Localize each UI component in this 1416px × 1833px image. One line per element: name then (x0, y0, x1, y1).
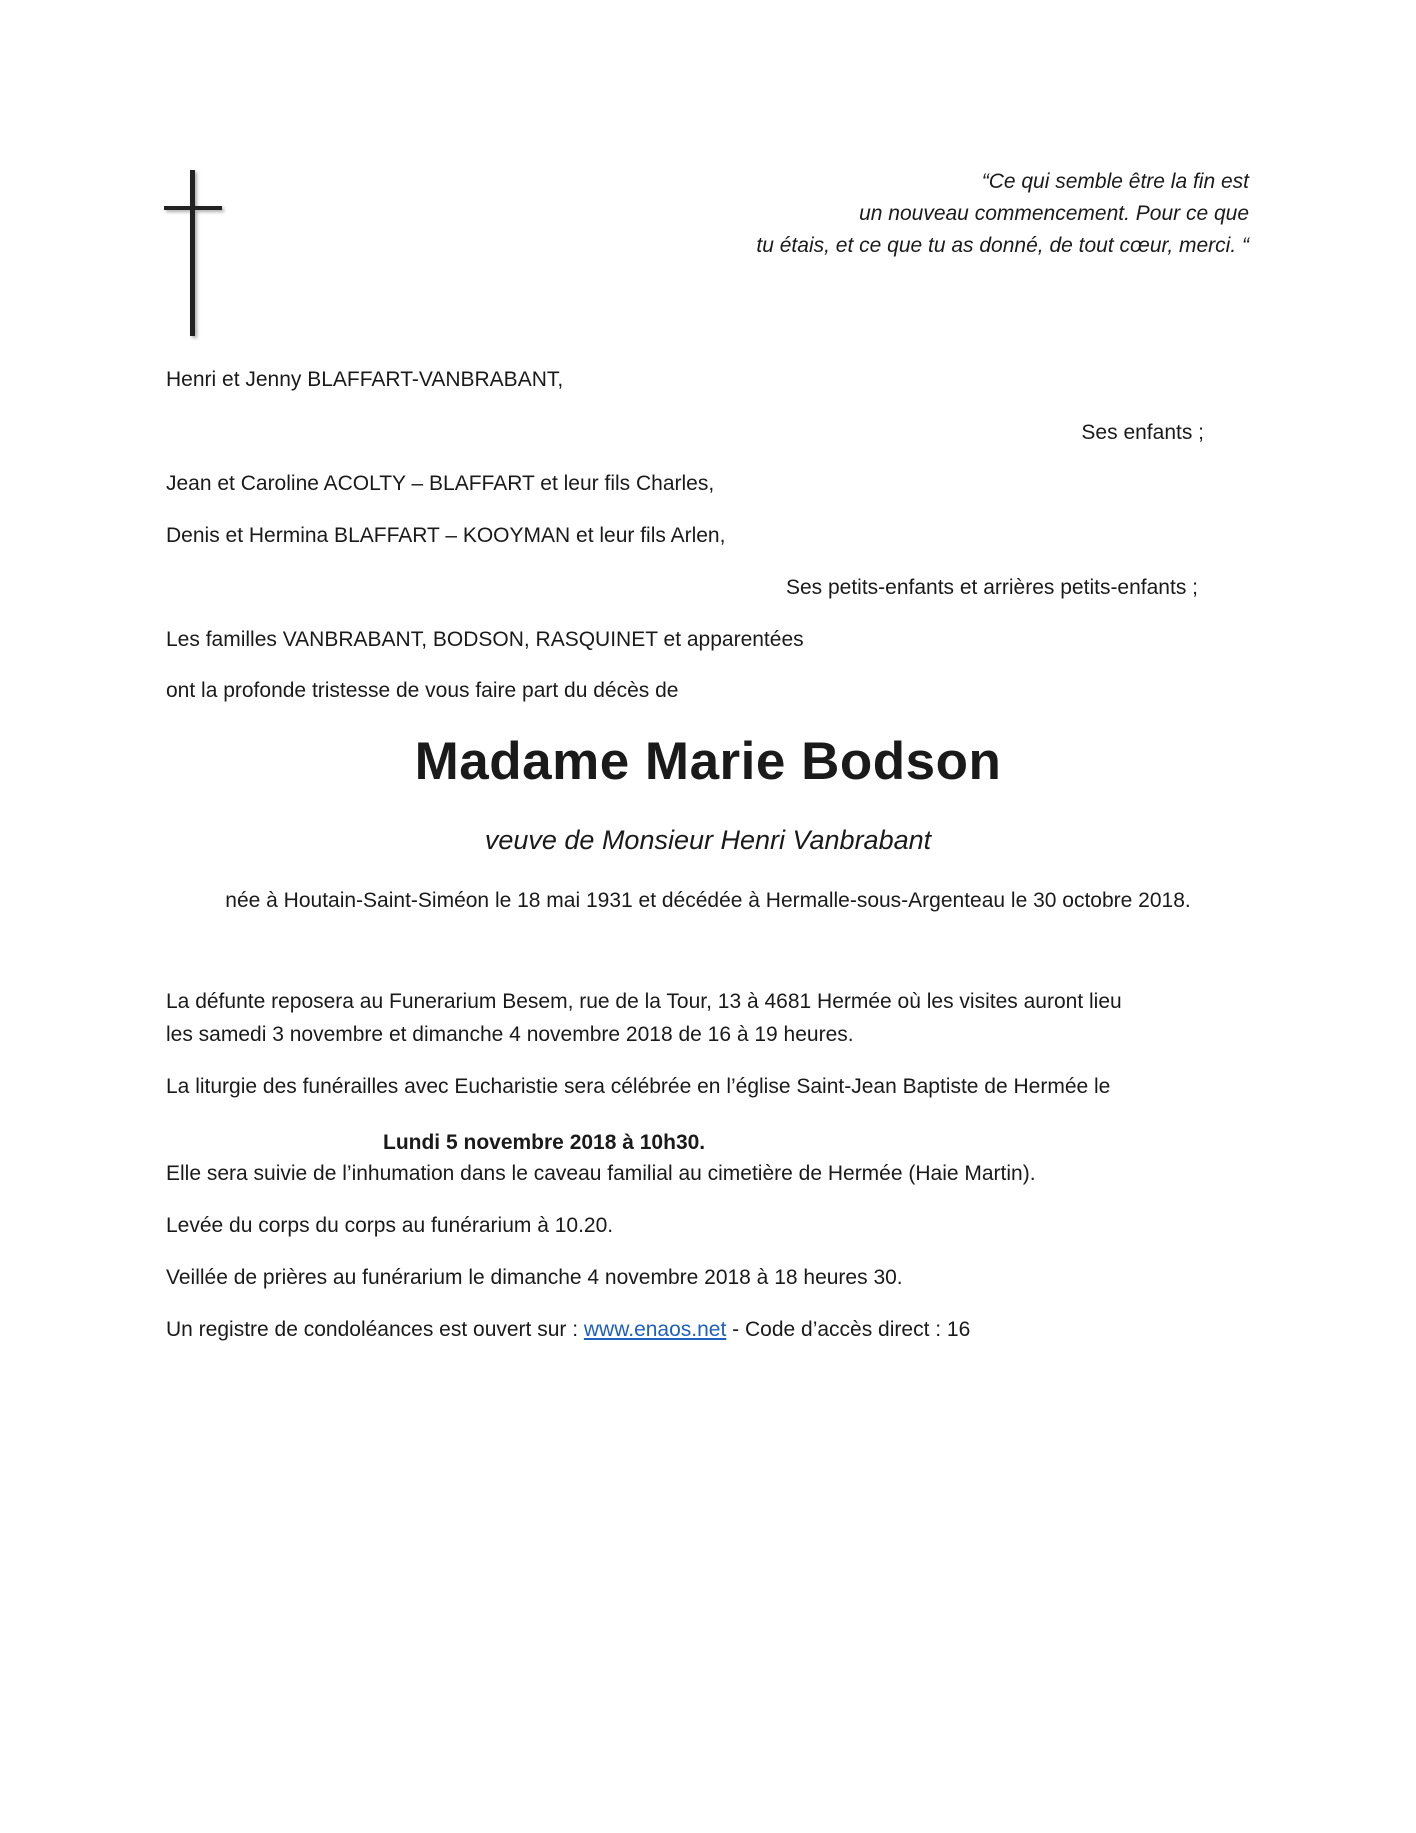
visits-line-1: La défunte reposera au Funerarium Besem, rue de la Tour, 13 à 4681 Hermée où les visites auront lieu (166, 990, 1122, 1013)
levee-line: Levée du corps du corps au funérarium à 10.20. (166, 1214, 614, 1237)
registry-prefix: Un registre de condoléances est ouvert sur : (166, 1318, 584, 1341)
burial-line: Elle sera suivie de l’inhumation dans le caveau familial au cimetière de Hermée (Haie Martin). (166, 1162, 1036, 1185)
children-label: Ses enfants ; (1081, 421, 1204, 444)
grandchildren-label: Ses petits-enfants et arrières petits-enfants ; (785, 576, 1198, 599)
quote-line-1: “Ce qui semble être la fin est (981, 170, 1249, 193)
family-line-families: Les familles VANBRABANT, BODSON, RASQUINET et apparentées (166, 628, 804, 651)
widow-of-line: veuve de Monsieur Henri Vanbrabant (484, 825, 932, 855)
registry-line (166, 1313, 970, 1346)
deceased-name: Madame Marie Bodson (414, 732, 1002, 791)
family-line-parents: Henri et Jenny BLAFFART-VANBRABANT, (166, 368, 564, 391)
family-line-acolty: Jean et Caroline ACOLTY – BLAFFART et leur fils Charles, (166, 472, 715, 495)
epigraph-quote (609, 166, 1249, 262)
announcement-line: ont la profonde tristesse de vous faire part du décès de (166, 679, 679, 702)
family-line-kooyman: Denis et Hermina BLAFFART – KOOYMAN et leur fils Arlen, (166, 524, 726, 547)
registry-suffix: - Code d’accès direct : 16 (726, 1318, 971, 1341)
quote-line-2: un nouveau commencement. Pour ce que (859, 202, 1249, 225)
registry-link[interactable]: www.enaos.net (583, 1318, 727, 1341)
quote-line-3: tu étais, et ce que tu as donné, de tout cœur, merci. “ (756, 234, 1249, 257)
vigil-line: Veillée de prières au funérarium le dimanche 4 novembre 2018 à 18 heures 30. (166, 1266, 903, 1289)
ceremony-date: Lundi 5 novembre 2018 à 10h30. (383, 1131, 706, 1154)
visits-line-2: les samedi 3 novembre et dimanche 4 novembre 2018 de 16 à 19 heures. (166, 1023, 854, 1046)
cross-icon (160, 166, 226, 342)
birth-death-line: née à Houtain-Saint-Siméon le 18 mai 1931 et décédée à Hermalle-sous-Argenteau le 30 octobre 2018. (225, 889, 1191, 912)
liturgy-line: La liturgie des funérailles avec Eucharistie sera célébrée en l’église Saint-Jean Baptiste de Hermée le (166, 1075, 1111, 1098)
